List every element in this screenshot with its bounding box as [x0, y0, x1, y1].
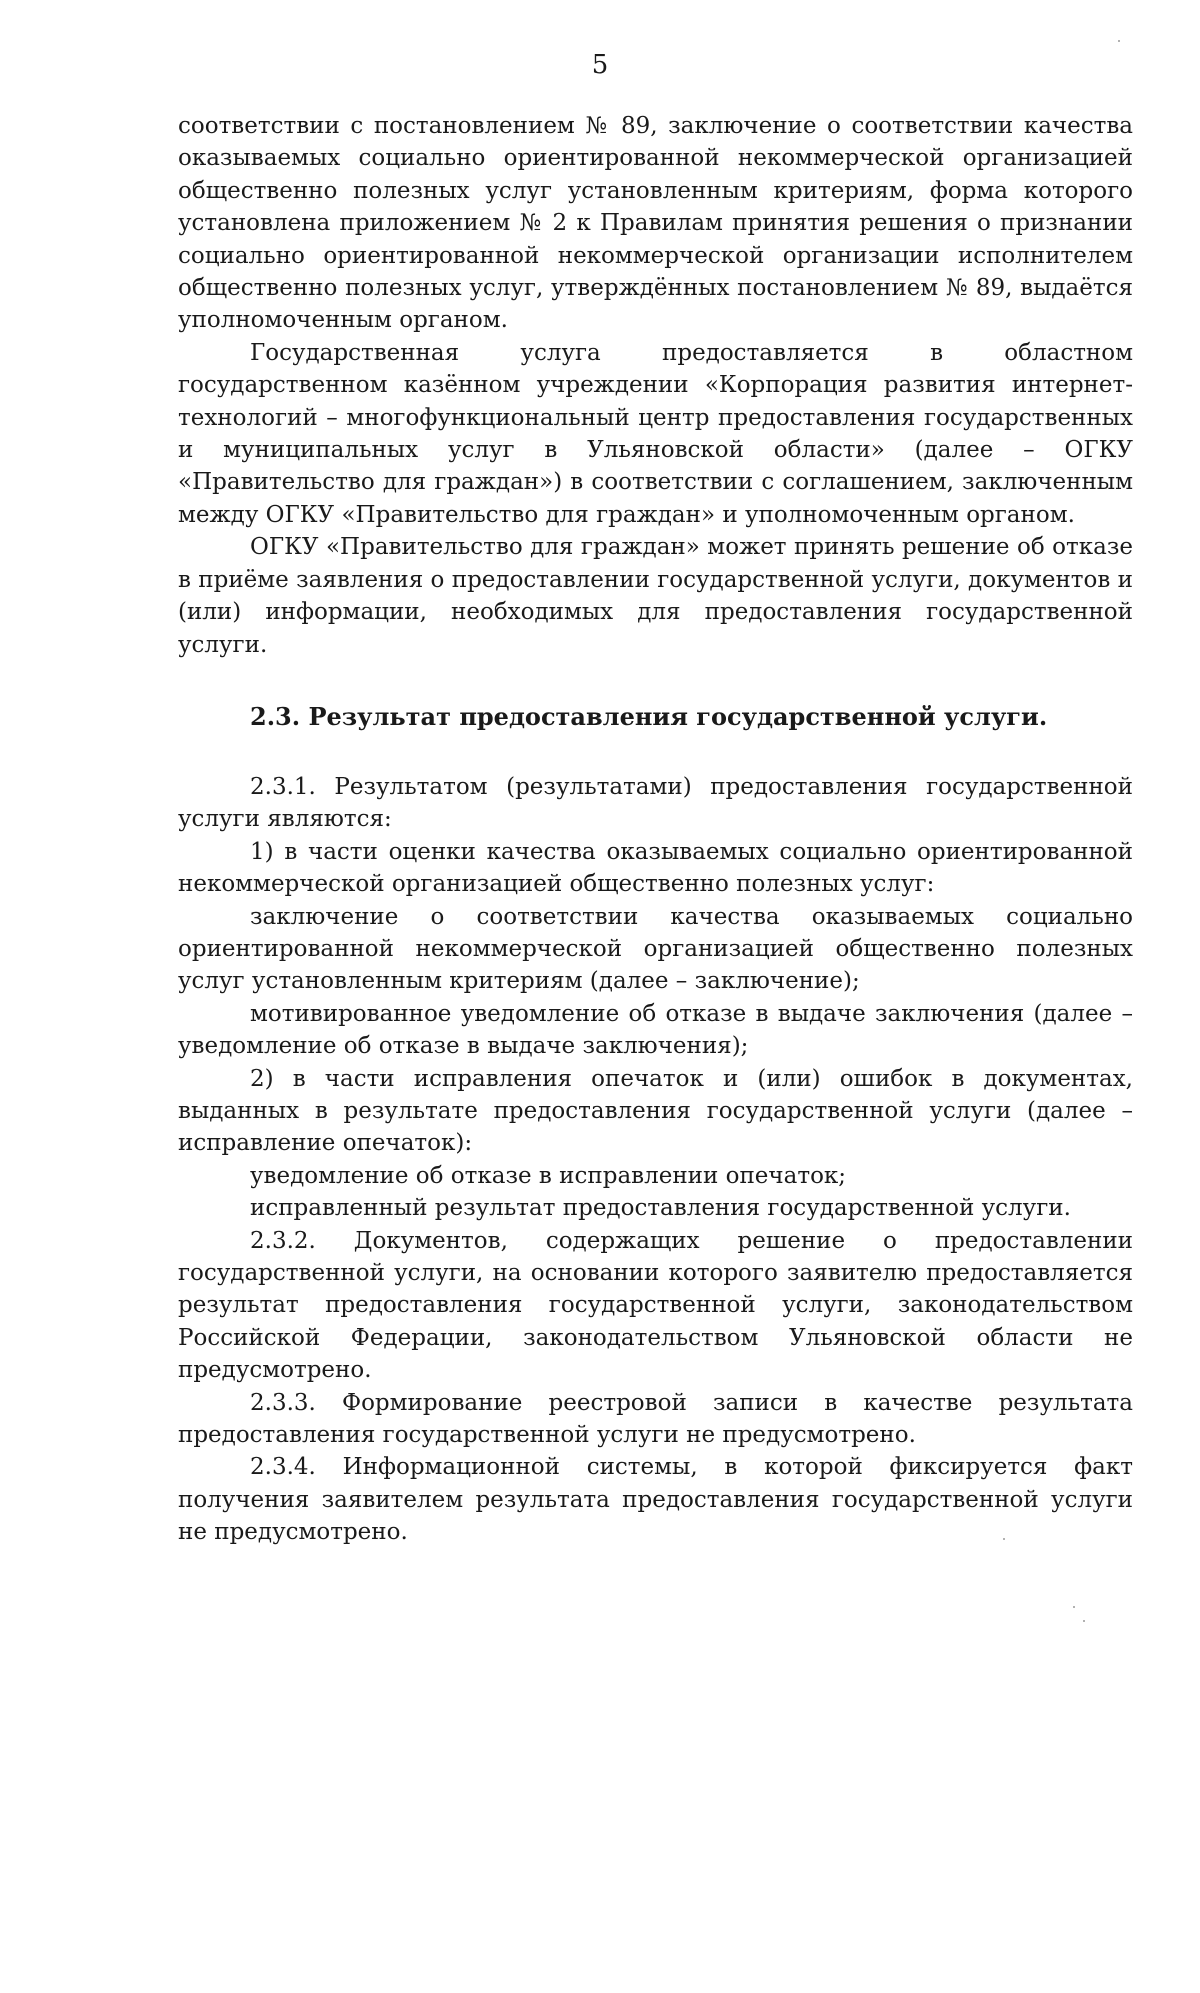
page-number: 5 — [591, 50, 609, 80]
scan-speck — [1083, 1620, 1085, 1622]
list-item: исправленный результат предоставления государственной услуги. — [250, 1195, 1071, 1222]
paragraph: 2.3.2. Документов, содержащих решение о предоставлении государственной услуги, на основании которого заявителю предоставляется результат предоставления государственной услуги, законодательством Российской Федерации, законодательством Ульяновской области не предусмотрено. — [178, 1227, 1133, 1384]
scan-speck — [1073, 1606, 1075, 1608]
list-item: 2) в части исправления опечаток и (или) ошибок в документах, выданных в результате предоставления государственной услуги (далее – исправление опечаток): — [178, 1065, 1133, 1157]
paragraph: соответствии с постановлением № 89, заключение о соответствии качества оказываемых социально ориентированной некоммерческой организацией общественно полезных услуг установленным критериям, форма которого установлена приложением № 2 к Правилам принятия решения о признании социально ориентированной некоммерческой организации исполнителем общественно полезных услуг, утверждённых постановлением № 89, выдаётся уполномоченным органом. — [178, 113, 1133, 334]
paragraph: 2.3.3. Формирование реестровой записи в качестве результата предоставления государственной услуги не предусмотрено. — [178, 1389, 1133, 1449]
scan-speck — [1118, 40, 1120, 42]
section-heading: 2.3. Результат предоставления государственной услуги. — [250, 701, 1048, 731]
list-item: заключение о соответствии качества оказываемых социально ориентированной некоммерческой организацией общественно полезных услуг установленным критериям (далее – заключение); — [178, 903, 1133, 995]
paragraph: ОГКУ «Правительство для граждан» может принять решение об отказе в приёме заявления о предоставлении государственной услуги, документов и (или) информации, необходимых для предоставления государственной услуги. — [178, 534, 1133, 658]
list-item: уведомление об отказе в исправлении опечаток; — [250, 1162, 847, 1189]
list-item: 1) в части оценки качества оказываемых социально ориентированной некоммерческой организацией общественно полезных услуг: — [178, 838, 1133, 898]
paragraph: Государственная услуга предоставляется в областном государственном казённом учреждении «Корпорация развития интернет-технологий – многофункциональный центр предоставления государственных и муниципальных услуг в Ульяновской области» (далее – ОГКУ «Правительство для граждан») в соответствии с соглашением, заключенным между ОГКУ «Правительство для граждан» и уполномоченным органом. — [178, 339, 1133, 528]
document-body — [178, 110, 1133, 1549]
list-item: мотивированное уведомление об отказе в выдаче заключения (далее – уведомление об отказе в выдаче заключения); — [178, 1000, 1133, 1060]
paragraph: 2.3.1. Результатом (результатами) предоставления государственной услуги являются: — [178, 773, 1133, 833]
paragraph: 2.3.4. Информационной системы, в которой фиксируется факт получения заявителем результата предоставления государственной услуги не предусмотрено. — [178, 1454, 1133, 1546]
scan-speck — [1003, 1538, 1005, 1540]
